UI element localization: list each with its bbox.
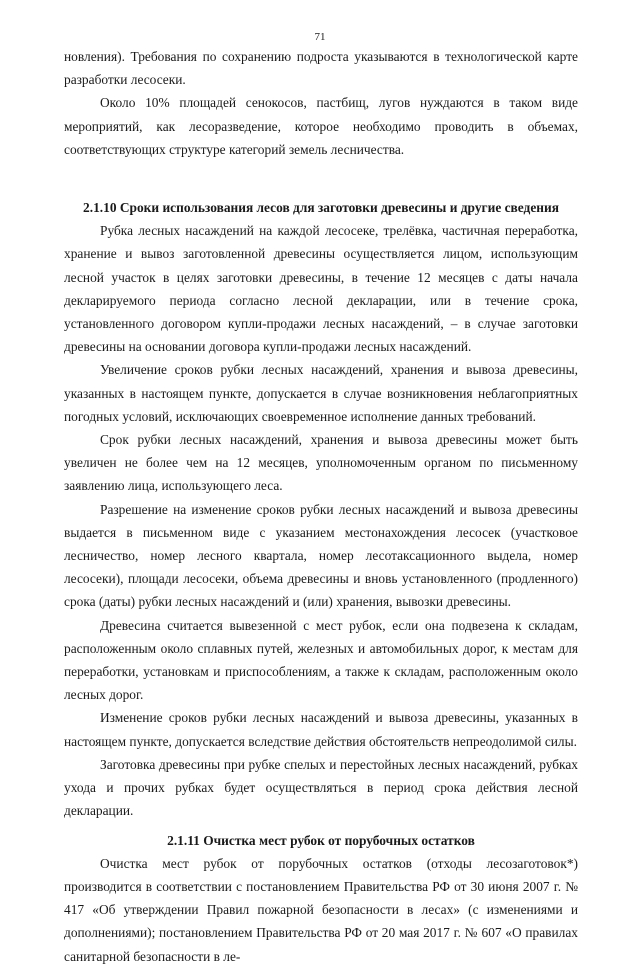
paragraph: Около 10% площадей сенокосов, пастбищ, лугов нуждаются в таком виде мероприятий, как лесоразведение, которое необходимо проводить в объемах, соответствующих структуре категорий земель лесничества. [64, 95, 578, 157]
section-heading-2-1-11: 2.1.11 Очистка мест рубок от порубочных остатков [167, 832, 475, 848]
paragraph: Заготовка древесины при рубке спелых и перестойных лесных насаждений, рубках ухода и прочих рубках будет осуществляться в период срока действия лесной декларации. [64, 756, 578, 819]
paragraph: Увеличение сроков рубки лесных насаждений, хранения и вывоза древесины, указанных в настоящем пункте, допускается в случае возникновения неблагоприятных погодных условий, исключающих своевременное исполнение данных требований. [64, 362, 578, 424]
paragraph: Срок рубки лесных насаждений, хранения и вывоза древесины может быть увеличен не более чем на 12 месяцев, уполномоченным органом по письменному заявлению лица, использующего леса. [64, 432, 578, 494]
page-number: 71 [314, 31, 326, 43]
paragraph: Рубка лесных насаждений на каждой лесосеке, трелёвка, частичная переработка, хранение и вывоз заготовленной древесины осуществляется лицом, использующим лесной участок в целях заготовки древесины, в течение 12 месяцев с даты начала декларируемого периода согласно лесной декларации, или в течение срока, установленного договором купли-продажи лесных насаждений, – в случае заготовки древесины на основании договора купли-продажи лесных насаждений. [64, 223, 578, 355]
paragraph: Изменение сроков рубки лесных насаждений и вывоза древесины, указанных в настоящем пункте, допускается вследствие действия обстоятельств непреодолимой силы. [64, 710, 578, 749]
section-heading-2-1-10: 2.1.10 Сроки использования лесов для заготовки древесины и другие сведения [83, 200, 559, 216]
paragraph-continued: новления). Требования по сохранению подроста указываются в технологической карте разработки лесосеки. [64, 49, 578, 88]
paragraph: Очистка мест рубок от порубочных остатков (отходы лесозаготовок*) производится в соответствии с постановлением Правительства РФ от 30 июня 2007 г. № 417 «Об утверждении Правил пожарной безопасности в лесах» (с изменениями и дополнениями); постановлением Правительства РФ от 20 мая 2017 г. № 607 «О правилах санитарной безопасности в ле- [64, 855, 578, 964]
document-body [64, 45, 578, 968]
paragraph: Древесина считается вывезенной с мест рубок, если она подвезена к складам, расположенным около сплавных путей, железных и автомобильных дорог, к местам для переработки, установкам и приспособлениям, а также к складам, расположенным около лесных дорог. [64, 617, 578, 703]
paragraph: Разрешение на изменение сроков рубки лесных насаждений и вывоза древесины выдается в письменном виде с указанием местонахождения лесосек (участковое лесничество, номер лесного квартала, номер лесотаксационного выдела, номер лесосеки), площади лесосеки, объема древесины и вновь установленного (продленного) срока (даты) рубки лесных насаждений и (или) хранения, вывозки древесины. [64, 501, 578, 610]
